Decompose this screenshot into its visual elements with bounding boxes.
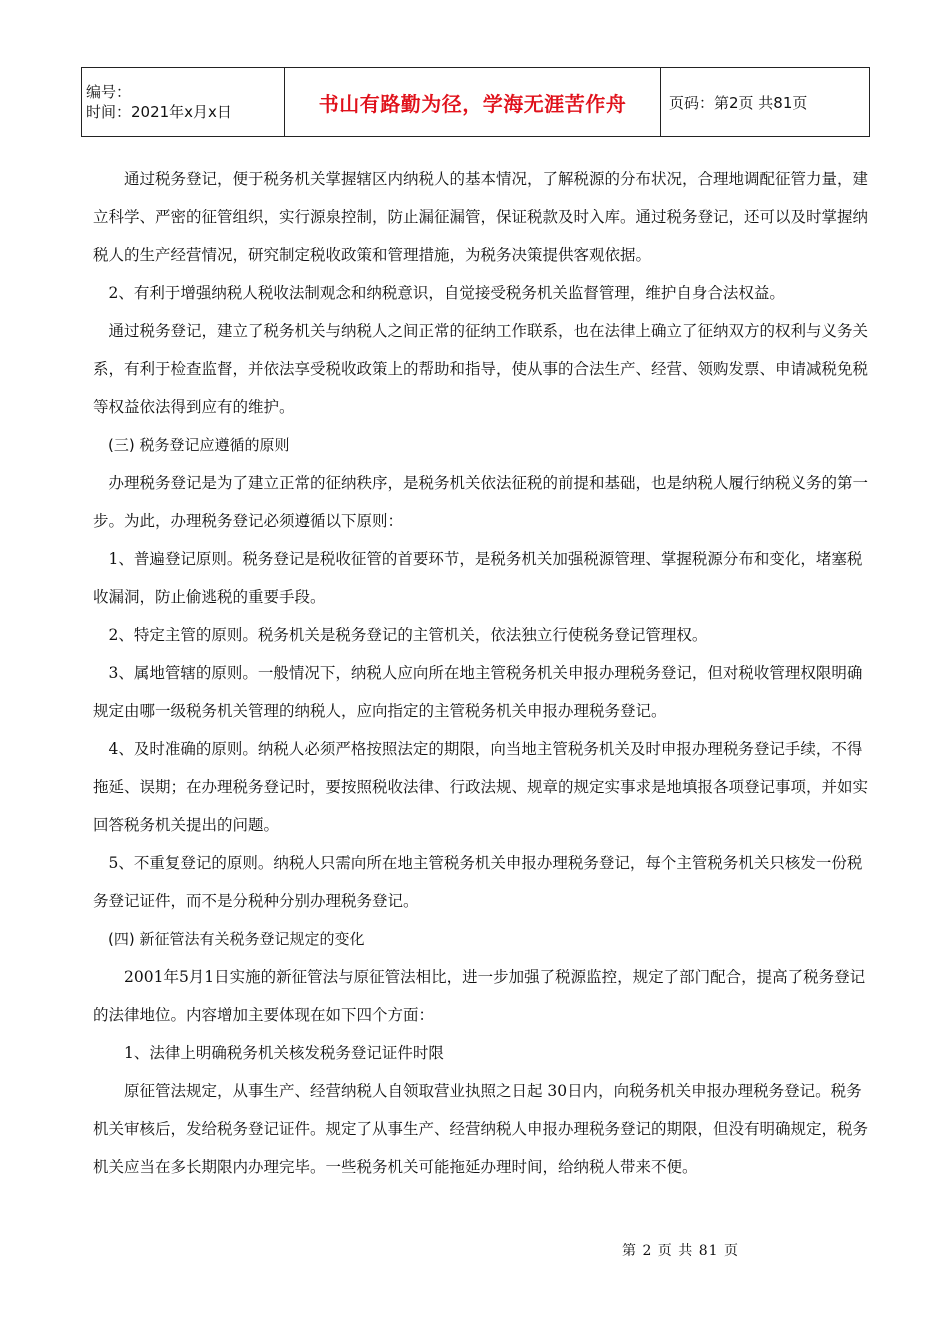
body-paragraph: 1、法律上明确税务机关核发税务登记证件时限 [124,1044,444,1062]
header-meta-cell [82,68,285,137]
document-number-label: 编号： [86,83,132,101]
page-footer: 第 2 页 共 81 页 [622,1243,739,1259]
header-motto: 书山有路勤为径，学海无涯苦作舟 [285,68,661,137]
body-paragraph: 5、不重复登记的原则。纳税人只需向所在地主管税务机关申报办理税务登记，每个主管税务机关只核发一份税务登记证件，而不是分税种分别办理税务登记。 [93,854,863,910]
body-paragraph: 通过税务登记，建立了税务机关与纳税人之间正常的征纳工作联系，也在法律上确立了征纳双方的权利与义务关系，有利于检查监督，并依法享受税收政策上的帮助和指导，使从事的合法生产、经营、领购发票、申请减税免税等权益依法得到应有的维护。 [93,322,869,416]
body-paragraph: 4、及时准确的原则。纳税人必须严格按照法定的期限，向当地主管税务机关及时申报办理税务登记手续，不得拖延、误期；在办理税务登记时，要按照税收法律、行政法规、规章的规定实事求是地填报各项登记事项，并如实回答税务机关提出的问题。 [93,740,869,834]
document-header [81,67,870,137]
body-paragraph: 2、特定主管的原则。税务机关是税务登记的主管机关，依法独立行使税务登记管理权。 [108,626,708,644]
section-heading: (四) 新征管法有关税务登记规定的变化 [108,930,365,948]
document-body [93,160,873,1186]
body-paragraph: 通过税务登记，便于税务机关掌握辖区内纳税人的基本情况，了解税源的分布状况，合理地调配征管力量，建立科学、严密的征管组织，实行源泉控制，防止漏征漏管，保证税款及时入库。通过税务登记，还可以及时掌握纳税人的生产经营情况，研究制定税收政策和管理措施，为税务决策提供客观依据。 [93,170,869,264]
section-heading: (三) 税务登记应遵循的原则 [108,436,290,454]
body-paragraph: 办理税务登记是为了建立正常的征纳秩序，是税务机关依法征税的前提和基础，也是纳税人履行纳税义务的第一步。为此，办理税务登记必须遵循以下原则： [93,474,869,530]
header-page-label: 页码：第2页 共81页 [661,68,870,137]
document-time-label: 时间：2021年x月x日 [86,103,232,121]
body-paragraph: 3、属地管辖的原则。一般情况下，纳税人应向所在地主管税务机关申报办理税务登记，但对税收管理权限明确规定由哪一级税务机关管理的纳税人，应向指定的主管税务机关申报办理税务登记。 [93,664,863,720]
body-paragraph: 2001年5月1日实施的新征管法与原征管法相比，进一步加强了税源监控，规定了部门配合，提高了税务登记的法律地位。内容增加主要体现在如下四个方面： [93,968,866,1024]
body-paragraph: 2、有利于增强纳税人税收法制观念和纳税意识，自觉接受税务机关监督管理，维护自身合法权益。 [108,284,785,302]
body-paragraph: 1、普遍登记原则。税务登记是税收征管的首要环节，是税务机关加强税源管理、掌握税源分布和变化，堵塞税收漏洞，防止偷逃税的重要手段。 [93,550,863,606]
body-paragraph: 原征管法规定，从事生产、经营纳税人自领取营业执照之日起 30日内，向税务机关申报办理税务登记。税务机关审核后，发给税务登记证件。规定了从事生产、经营纳税人申报办理税务登记的期限，但没有明确规定，税务机关应当在多长期限内办理完毕。一些税务机关可能拖延办理时间，给纳税人带来不便。 [93,1082,869,1176]
